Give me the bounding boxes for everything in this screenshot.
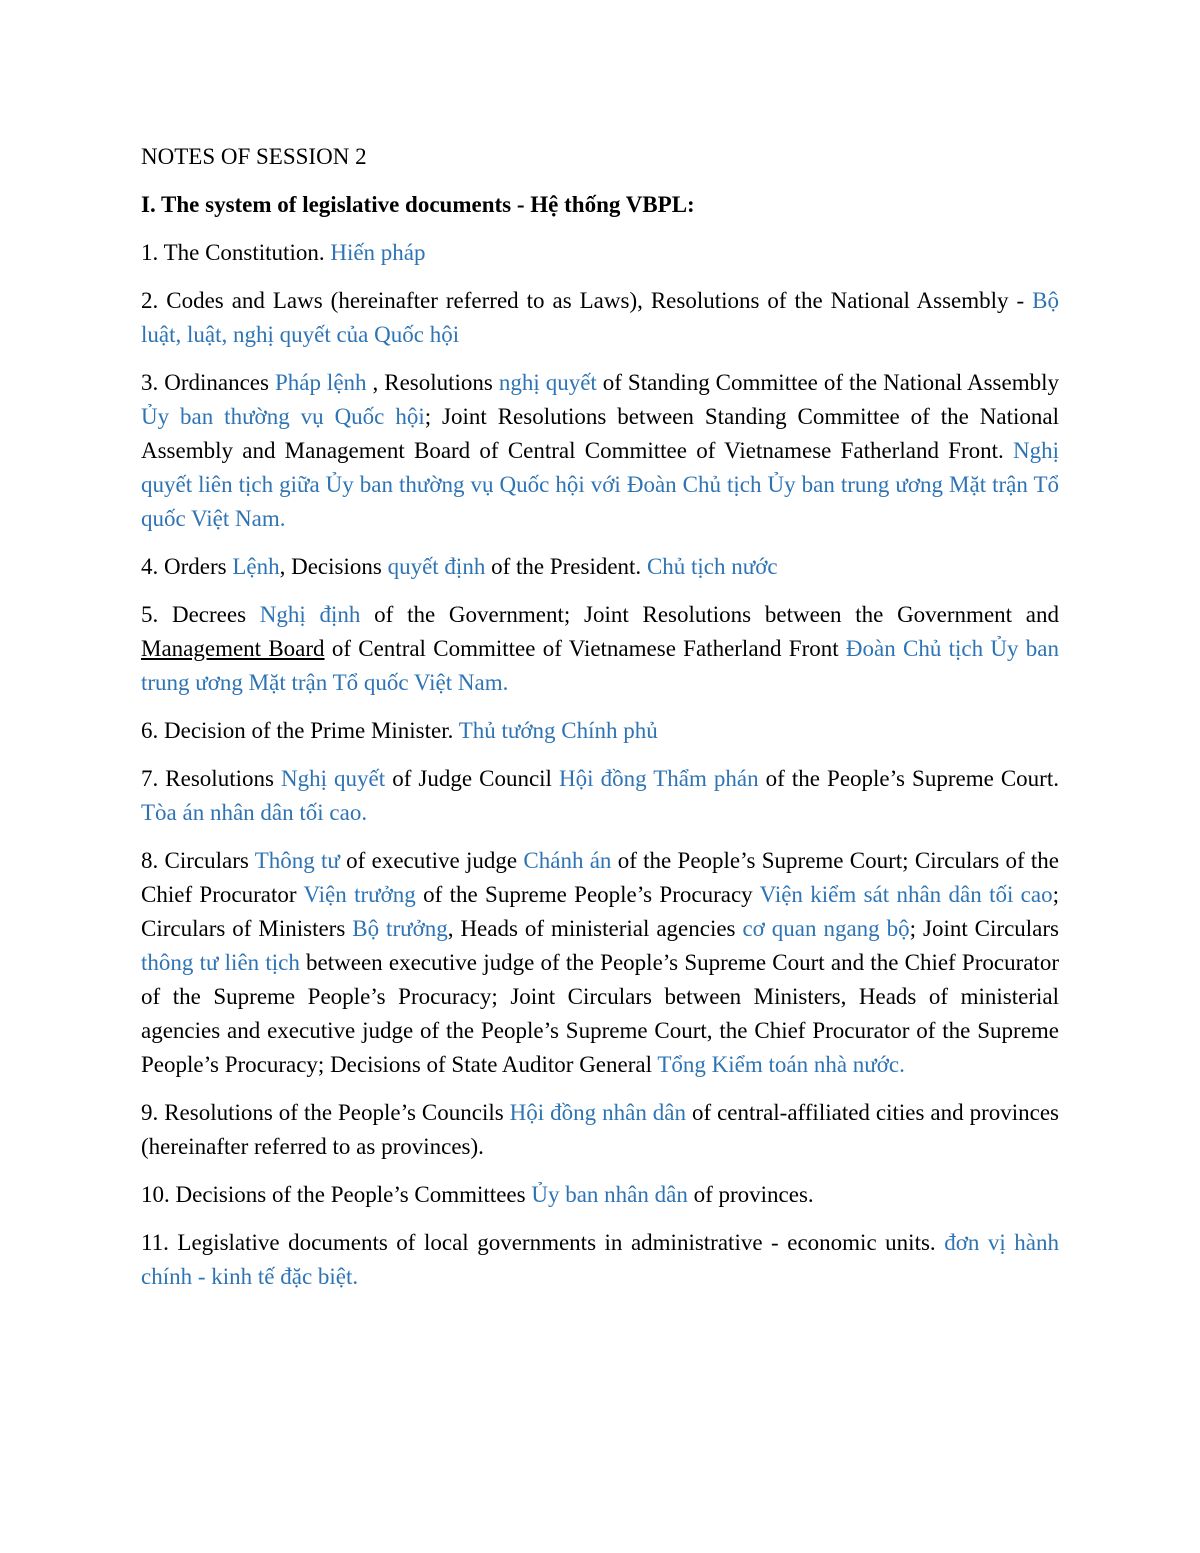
vietnamese-term: Thủ tướng Chính phủ: [458, 718, 658, 743]
list-item: [141, 1096, 1059, 1164]
vietnamese-term: nghị quyết: [498, 370, 597, 395]
item-text: of Standing Committee of the National Assembly: [596, 370, 1059, 395]
vietnamese-term: Tổng Kiểm toán nhà nước.: [657, 1052, 905, 1077]
vietnamese-term: Nghị định: [259, 602, 361, 627]
vietnamese-term: Bộ trưởng: [352, 916, 448, 941]
vietnamese-term: Tòa án nhân dân tối cao.: [141, 800, 368, 825]
vietnamese-term: Pháp lệnh: [274, 370, 367, 395]
list-item: [141, 714, 1059, 748]
item-text: of the People’s Supreme Court.: [758, 766, 1059, 791]
list-item: [141, 1178, 1059, 1212]
vietnamese-term: Viện trưởng: [303, 882, 416, 907]
item-text: of the Supreme People’s Procuracy: [415, 882, 760, 907]
list-item: [141, 236, 1059, 270]
vietnamese-term: Lệnh: [232, 554, 280, 579]
item-text: ; Joint Circulars: [909, 916, 1059, 941]
list-item: [141, 1226, 1059, 1294]
section-heading: I. The system of legislative documents - Hệ thống VBPL:: [141, 192, 695, 217]
item-text: 2. Codes and Laws (hereinafter referred to as Laws), Resolutions of the National Assembly -: [141, 288, 1033, 313]
item-text: ; Joint Resolutions between Standing Committee of the National Assembly and Management Board of Central Committee of Vietnamese Fatherland Front.: [141, 404, 1060, 463]
item-text: 6. Decision of the Prime Minister.: [141, 718, 459, 743]
list-item: [141, 762, 1059, 830]
item-text: of central-affiliated cities and provinces (hereinafter referred to as provinces).: [141, 1100, 1059, 1159]
document-page: [141, 140, 1059, 1308]
item-text: , Resolutions: [366, 370, 499, 395]
item-text: of the Government; Joint Resolutions between the Government and: [360, 602, 1059, 627]
item-text: 5. Decrees: [141, 602, 260, 627]
vietnamese-term: quyết định: [387, 554, 486, 579]
list-item: [141, 844, 1059, 1082]
vietnamese-term: Nghị quyết liên tịch giữa Ủy ban thường vụ Quốc hội với Đoàn Chủ tịch Ủy ban trung ương Mặt trận Tổ quốc Việt Nam.: [141, 438, 1059, 531]
vietnamese-term: thông tư liên tịch: [141, 950, 300, 975]
list-item: [141, 366, 1059, 536]
list-item: [141, 550, 1059, 584]
document-items-list: [141, 236, 1059, 1294]
item-text: of Central Committee of Vietnamese Fatherland Front: [324, 636, 846, 661]
list-item: [141, 284, 1059, 352]
item-text: 10. Decisions of the People’s Committees: [141, 1182, 532, 1207]
item-text: 8. Circulars: [141, 848, 255, 873]
item-text: of the People’s Supreme Court; Circulars of the Chief Procurator: [141, 848, 1059, 907]
item-text: 1. The Constitution.: [141, 240, 331, 265]
item-text: of the President.: [485, 554, 647, 579]
vietnamese-term: Ủy ban nhân dân: [531, 1182, 688, 1207]
vietnamese-term: Thông tư: [254, 848, 340, 873]
item-text: , Heads of ministerial agencies: [447, 916, 743, 941]
item-text: 7. Resolutions: [141, 766, 281, 791]
vietnamese-term: Đoàn Chủ tịch Ủy ban trung ương Mặt trận Tổ quốc Việt Nam.: [141, 636, 1059, 695]
vietnamese-term: Chánh án: [523, 848, 612, 873]
vietnamese-term: Hội đồng Thẩm phán: [559, 766, 759, 791]
vietnamese-term: cơ quan ngang bộ: [742, 916, 910, 941]
item-text: of Judge Council: [385, 766, 560, 791]
item-text: 4. Orders: [141, 554, 233, 579]
vietnamese-term: Hội đồng nhân dân: [509, 1100, 686, 1125]
vietnamese-term: Ủy ban thường vụ Quốc hội: [141, 404, 425, 429]
vietnamese-term: Viện kiểm sát nhân dân tối cao: [759, 882, 1053, 907]
underlined-text: Management Board: [141, 636, 325, 661]
item-text: ; Circulars of Ministers: [141, 882, 1059, 941]
item-text: 3. Ordinances: [141, 370, 275, 395]
vietnamese-term: đơn vị hành chính - kinh tế đặc biệt.: [141, 1230, 1059, 1289]
vietnamese-term: Hiến pháp: [330, 240, 426, 265]
vietnamese-term: Bộ luật, luật, nghị quyết của Quốc hội: [141, 288, 1059, 347]
item-text: between executive judge of the People’s Supreme Court and the Chief Procurator of the Supreme People’s Procuracy; Joint Circulars between Ministers, Heads of ministerial agencies and executive judge of the People’s Supreme Court, the Chief Procurator of the Supreme People’s Procuracy; Decisions of State Auditor General: [141, 950, 1059, 1077]
item-text: 9. Resolutions of the People’s Councils: [141, 1100, 510, 1125]
vietnamese-term: Chủ tịch nước: [646, 554, 778, 579]
document-title: NOTES OF SESSION 2: [141, 144, 367, 169]
item-text: , Decisions: [279, 554, 388, 579]
item-text: of provinces.: [687, 1182, 814, 1207]
vietnamese-term: Nghị quyết: [280, 766, 386, 791]
list-item: [141, 598, 1059, 700]
item-text: of executive judge: [339, 848, 524, 873]
item-text: 11. Legislative documents of local governments in administrative - economic units.: [141, 1230, 945, 1255]
